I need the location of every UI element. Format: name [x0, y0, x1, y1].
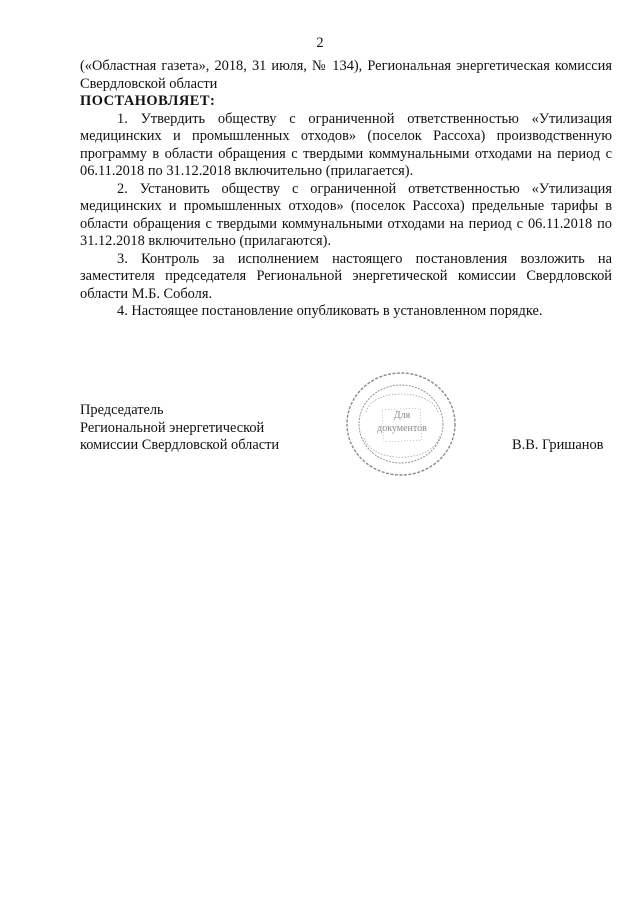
- signatory-name: В.В. Гришанов: [512, 437, 604, 453]
- decree-item-1: 1. Утвердить обществу с ограниченной ответственностью «Утилизация медицинских и промышленных отходов» (поселок Рассоха) производственную программу в области обращения с твердыми коммунальными отходами на период с 06.11.2018 по 31.12.2018 включительно (прилагается).: [80, 110, 612, 179]
- signatory-title-line-2: Региональной энергетической: [80, 419, 265, 436]
- decree-item-3: 3. Контроль за исполнением настоящего постановления возложить на заместителя председателя Региональной энергетической комиссии Свердловской области М.Б. Соболя.: [80, 250, 612, 302]
- stamp-text-1: Для: [393, 410, 411, 421]
- stamp-text-2: документов: [377, 423, 427, 434]
- document-body: [80, 58, 612, 321]
- official-stamp: [342, 368, 460, 480]
- decree-item-2: 2. Установить обществу с ограниченной ответственностью «Утилизация медицинских и промышленных отходов» (поселок Рассоха) предельные тарифы в области обращения с твердыми коммунальными отходами на период с 06.11.2018 по 31.12.2018 включительно (прилагаются).: [80, 180, 612, 249]
- page-number: 2: [316, 35, 324, 51]
- signatory-title-line-3: комиссии Свердловской области: [80, 437, 280, 453]
- signatory-title-line-1: Председатель: [80, 402, 164, 418]
- decree-item-4: 4. Настоящее постановление опубликовать в установленном порядке.: [117, 303, 543, 319]
- intro-paragraph: («Областная газета», 2018, 31 июля, № 134), Региональная энергетическая комиссия Свердловской области: [80, 58, 612, 92]
- decree-heading: ПОСТАНОВЛЯЕТ:: [80, 93, 216, 109]
- signatory-title: [80, 402, 340, 455]
